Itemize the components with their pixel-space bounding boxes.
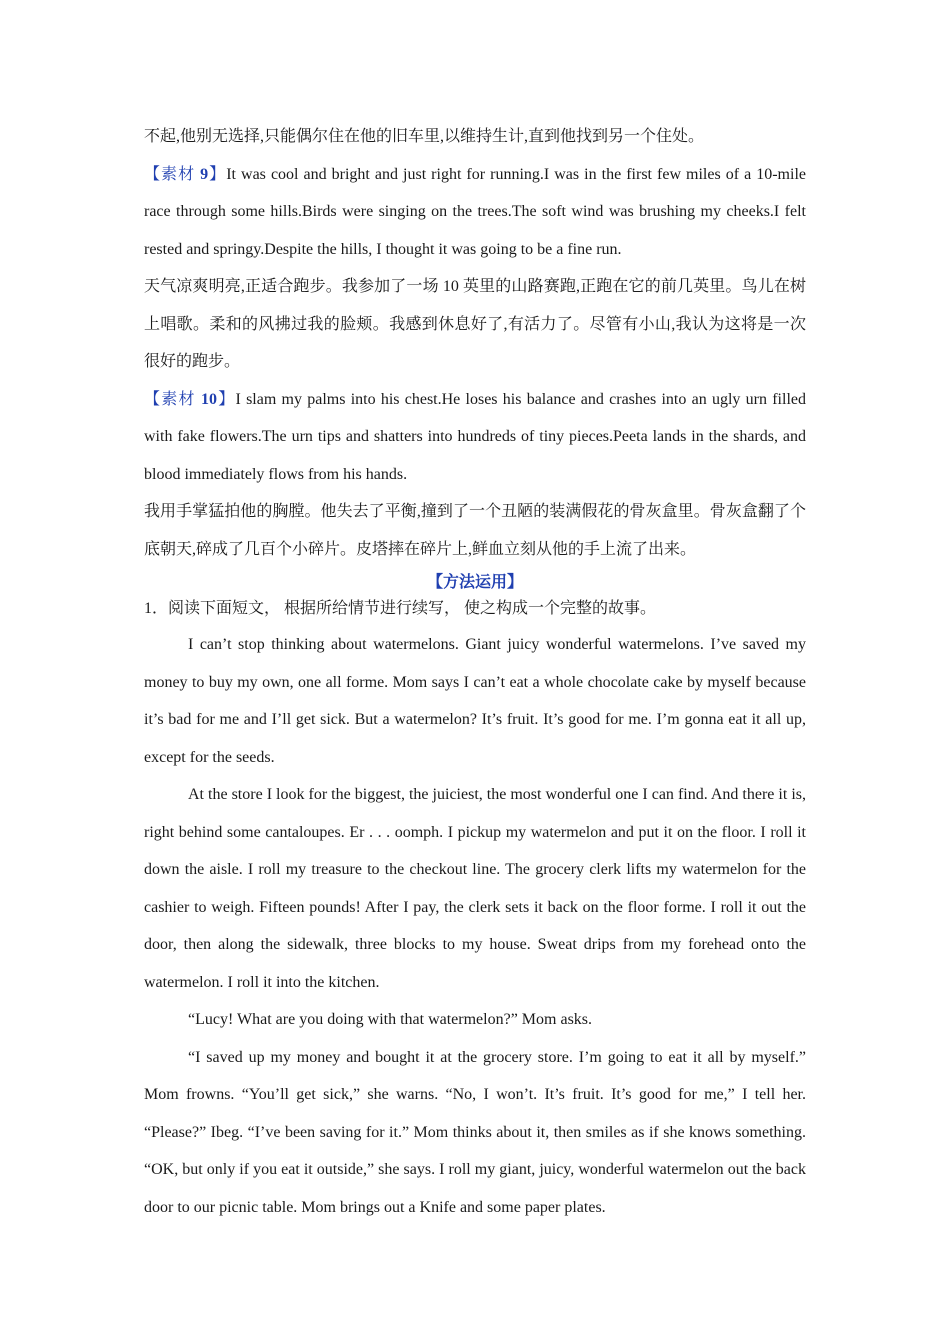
material-9-label: 【素材 9】: [144, 165, 227, 183]
material-9-zh: 天气凉爽明亮,正适合跑步。我参加了一场 10 英里的山路赛跑,正跑在它的前几英里。鸟儿在树上唱歌。柔和的风拂过我的脸颊。我感到休息好了,有活力了。尽管有小山,我认为这将是一次很好的跑步。: [144, 278, 806, 370]
material-9-en: [144, 156, 806, 269]
material-9-text: It was cool and bright and just right for running.I was in the first few miles of a 10-mile race through some hills.Birds were singing on the trees.The soft wind was brushing my cheeks.I felt rested and springy.Despite the hills, I thought it was going to be a fine run.: [144, 165, 806, 258]
story-paragraph-3: “Lucy! What are you doing with that watermelon?” Mom asks.: [188, 1011, 593, 1028]
method-heading: 【方法运用】: [426, 574, 523, 591]
paragraph-top-zh: 不起,他别无选择,只能偶尔住在他的旧车里,以维持生计,直到他找到另一个住处。: [144, 128, 705, 145]
material-10-zh: 我用手掌猛拍他的胸膛。他失去了平衡,撞到了一个丑陋的装满假花的骨灰盒里。骨灰盒翻了个底朝天,碎成了几百个小碎片。皮塔摔在碎片上,鲜血立刻从他的手上流了出来。: [144, 503, 806, 558]
material-10-label: 【素材 10】: [144, 390, 236, 408]
task-instruction: 1．阅读下面短文， 根据所给情节进行续写， 使之构成一个完整的故事。: [144, 600, 657, 617]
material-10-text: I slam my palms into his chest.He loses his balance and crashes into an ugly urn filled with fake flowers.The urn tips and shatters into hundreds of tiny pieces.Peeta lands in the shards, and blood immediately flows from his hands.: [144, 390, 806, 483]
story-paragraph-4: “I saved up my money and bought it at the grocery store. I’m going to eat it all by myself.” Mom frowns. “You’ll get sick,” she warns. “No, I won’t. It’s fruit. It’s good for me,” I tell her. “Please?” Ibeg. “I’ve been saving for it.” Mom thinks about it, then smiles as if she knows something. “OK, but only if you eat it outside,” she says. I roll my giant, juicy, wonderful watermelon out the back door to our picnic table. Mom brings out a Knife and some paper plates.: [144, 1048, 806, 1216]
story-paragraph-1: I can’t stop thinking about watermelons. Giant juicy wonderful watermelons. I’ve saved my money to buy my own, one all forme. Mom says I can’t eat a whole chocolate cake by myself because it’s bad for me and I’ll get sick. But a watermelon? It’s fruit. It’s good for me. I’m gonna eat it all up, except for the seeds.: [144, 636, 806, 766]
material-10-en: [144, 381, 806, 494]
document-page: [144, 118, 806, 1226]
story-paragraph-2: At the store I look for the biggest, the juiciest, the most wonderful one I can find. And there it is, right behind some cantaloupes. Er . . . oomph. I pickup my watermelon and put it on the floor. I roll it down the aisle. I roll my treasure to the checkout line. The grocery clerk lifts my watermelon for the cashier to weigh. Fifteen pounds! After I pay, the clerk sets it back on the floor forme. I roll it out the door, then along the sidewalk, three blocks to my house. Sweat drips from my forehead onto the watermelon. I roll it into the kitchen.: [144, 786, 806, 991]
